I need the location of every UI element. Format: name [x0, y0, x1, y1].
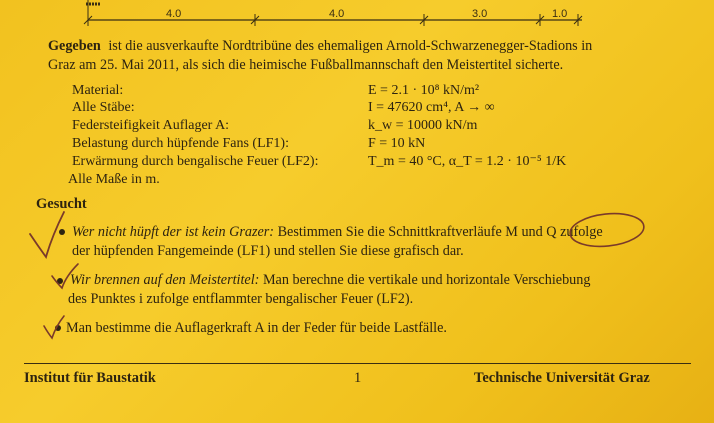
dimension-label: 4.0 — [166, 8, 182, 20]
dimension-label: 3.0 — [472, 8, 488, 20]
data-value: I = 47620 cm⁴, A → ∞ — [368, 100, 495, 115]
data-label: Federsteifigkeit Auflager A: — [72, 118, 230, 133]
item-italic: Wer nicht hüpft der ist kein Grazer: — [72, 224, 275, 240]
given-text: ist die ausverkaufte Nordtribüne des ehemaligen Arnold-Schwarzenegger-Stadions in — [108, 38, 593, 54]
dimension-label: 1.0 — [552, 8, 568, 20]
data-value: E = 2.1 · 10⁸ kN/m² — [368, 83, 480, 98]
footer-university: Technische Universität Graz — [474, 370, 650, 386]
sought-item-1-cont: der hüpfenden Fangemeinde (LF1) und stellen Sie diese grafisch dar. — [72, 243, 464, 259]
data-value: F = 10 kN — [368, 136, 426, 151]
item-italic: Wir brennen auf den Meistertitel: — [70, 272, 260, 288]
footer-institute: Institut für Baustatik — [24, 370, 156, 386]
item-text: Man berechne die vertikale und horizontale Verschiebung — [262, 272, 591, 288]
given-line: Graz am 25. Mai 2011, als sich die heimische Fußballmannschaft den Meistertitel sicherte. — [48, 57, 564, 73]
sought-title: Gesucht — [36, 196, 87, 212]
item-text: Bestimmen Sie die Schnittkraftverläufe M und Q zufolge — [277, 224, 603, 240]
data-value: T_m = 40 °C, α_T = 1.2 · 10⁻⁵ 1/K — [368, 154, 567, 169]
page-number: 1 — [354, 370, 362, 386]
bullet — [59, 229, 65, 235]
given-line — [48, 37, 688, 56]
bullet — [57, 278, 63, 284]
given-keyword: Gegeben — [48, 38, 101, 54]
dimension-line — [0, 0, 714, 40]
data-label: Erwärmung durch bengalische Feuer (LF2): — [72, 154, 319, 169]
sought-item-2-cont: des Punktes i zufolge entflammter bengalischer Feuer (LF2). — [68, 291, 414, 307]
footer-divider — [24, 363, 691, 364]
bullet — [55, 325, 61, 331]
data-value: k_w = 10000 kN/m — [368, 118, 478, 133]
given-paragraph — [48, 37, 688, 75]
data-label: Material: — [72, 83, 124, 98]
dimension-label: 4.0 — [329, 8, 345, 20]
data-label: Alle Stäbe: — [72, 100, 135, 115]
data-label: Belastung durch hüpfende Fans (LF1): — [72, 136, 289, 151]
sought-item-3: Man bestimme die Auflagerkraft A in der Feder für beide Lastfälle. — [66, 320, 447, 336]
data-label: Alle Maße in m. — [68, 172, 160, 187]
sought-item-2 — [70, 270, 695, 290]
sought-item-1 — [72, 222, 692, 242]
